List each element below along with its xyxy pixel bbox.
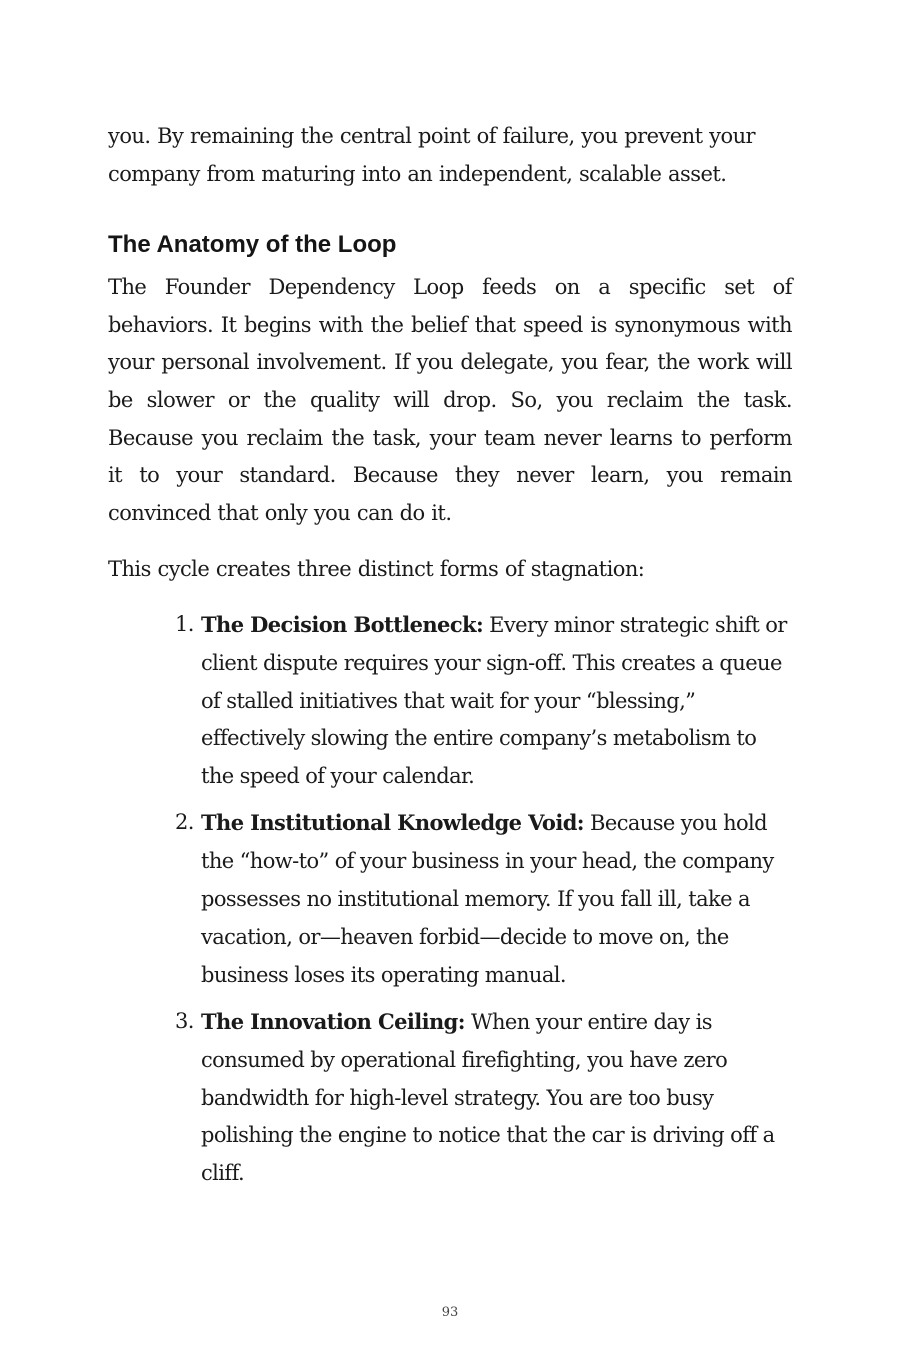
list-item-number: 1. bbox=[175, 611, 194, 636]
list-item bbox=[108, 1003, 792, 1193]
list-intro: This cycle creates three distinct forms of stagnation: bbox=[108, 557, 645, 582]
list-item-title: The Innovation Ceiling: bbox=[201, 1008, 465, 1034]
list-item-number: 2. bbox=[175, 810, 194, 835]
stagnation-list bbox=[108, 606, 792, 1193]
body-paragraph: The Founder Dependency Loop feeds on a specific set of behaviors. It begins with the belief that speed is synonymous with your personal involvement. If you delegate, you fear, the work will be slower or the quality will drop. So, you reclaim the task. Because you reclaim the task, your team never learns to perform it to your standard. Because they never learn, you remain convinced that only you can do it. bbox=[108, 275, 792, 525]
list-item bbox=[108, 804, 792, 994]
list-item-title: The Decision Bottleneck: bbox=[201, 611, 484, 637]
opening-paragraph: you. By remaining the central point of failure, you prevent your company from maturing into an independent, scalable asset. bbox=[108, 124, 756, 186]
list-item-number: 3. bbox=[175, 1008, 194, 1033]
list-item-text: Because you hold the “how-to” of your business in your head, the company possesses no institutional memory. If you fall ill, take a vacation, or—heaven forbid—decide to move on, the business loses its operating manual. bbox=[201, 811, 774, 987]
list-item-text: When your entire day is consumed by operational firefighting, you have zero bandwidth for high-level strategy. You are too busy polishing the engine to notice that the car is driving off a cliff. bbox=[201, 1009, 775, 1186]
list-item bbox=[108, 606, 792, 796]
section-heading: The Anatomy of the Loop bbox=[108, 231, 397, 259]
list-item-text: Every minor strategic shift or client dispute requires your sign-off. This creates a queue of stalled initiatives that wait for your “blessing,” effectively slowing the entire company’s metabolism to the speed of your calendar. bbox=[201, 612, 787, 789]
page-content bbox=[108, 118, 792, 1201]
list-item-title: The Institutional Knowledge Void: bbox=[201, 810, 584, 836]
page-number: 93 bbox=[441, 1305, 459, 1320]
